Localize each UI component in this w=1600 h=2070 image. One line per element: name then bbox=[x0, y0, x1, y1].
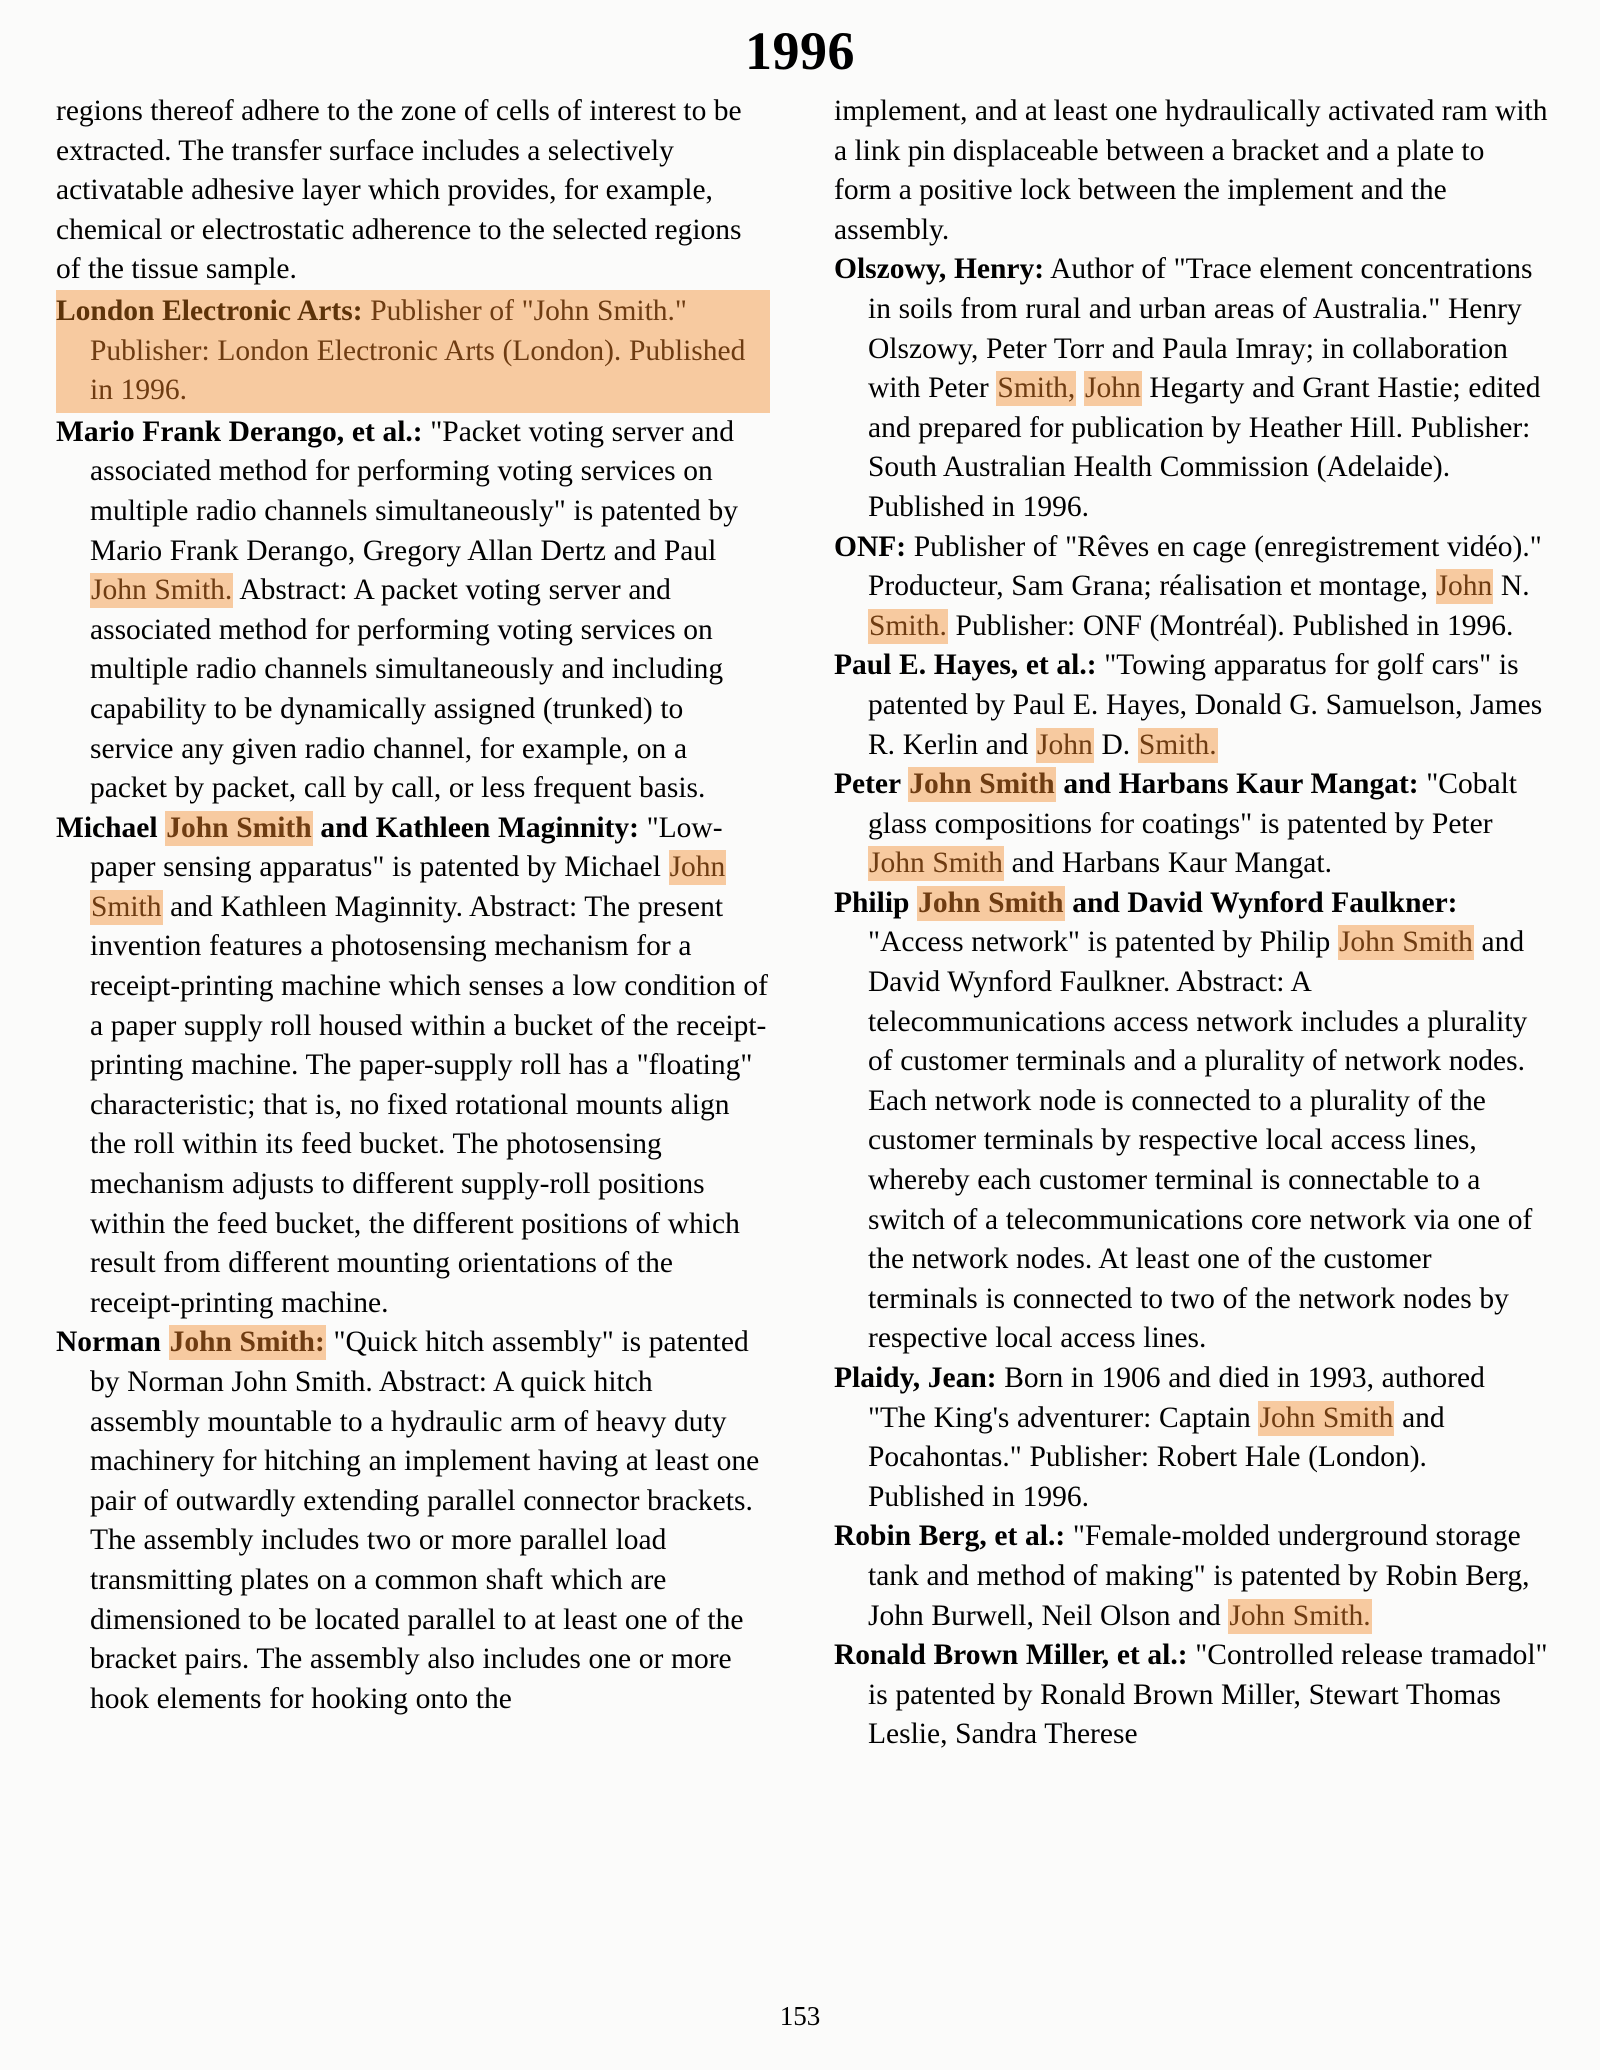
entry-onf bbox=[834, 528, 1548, 647]
entry-plaidy-jean bbox=[834, 1359, 1548, 1517]
entry-body-text: Publisher: ONF (Montréal). Published in 1996. bbox=[947, 609, 1514, 642]
entry-body-text: "Controlled release tramadol" is patented by Ronald Brown Miller, Stewart Thomas Leslie, Sandra Therese bbox=[868, 1639, 1548, 1751]
entry-body-text: and Pocahontas." Publisher: Robert Hale (London). Published in 1996. bbox=[868, 1401, 1445, 1513]
entry-lead-label: Mario Frank Derango, et al.: bbox=[56, 415, 423, 448]
left-column-continuation-paragraph: regions thereof adhere to the zone of cells of interest to be extracted. The transfer surface includes a selectively activatable adhesive layer which provides, for example, chemical or electrostatic adherence to the selected regions of the tissue sample. bbox=[56, 95, 742, 286]
entry-lead-label: Olszowy, Henry: bbox=[834, 253, 1045, 286]
entry-lead-label: Philip bbox=[834, 886, 918, 919]
entry-body-text: "Packet voting server and associated method for performing voting services on multiple radio channels simultaneously" is patented by Mario Frank Derango, Gregory Allan Dertz and Paul bbox=[90, 415, 738, 567]
left-column bbox=[56, 92, 770, 1719]
highlight-match: John bbox=[1084, 372, 1141, 405]
entry-mario-frank-derango bbox=[56, 413, 770, 809]
entry-body-text: and Harbans Kaur Mangat. bbox=[1003, 847, 1332, 880]
entry-body-text bbox=[1076, 372, 1084, 404]
entry-body-text: Abstract: A packet voting server and associated method for performing voting services on multiple radio channels simultaneously and including capability to be dynamically assigned (trunked) to service any given radio channel, for example, on a packet by packet, call by call, or less frequent basis. bbox=[90, 574, 724, 805]
highlight-match: John Smith bbox=[91, 851, 726, 923]
highlight-match: Smith, bbox=[997, 372, 1076, 405]
entry-body-text: Born in 1906 and died in 1993, authored "The King's adventurer: Captain bbox=[868, 1362, 1485, 1434]
entry-lead-label: London Electronic Arts: bbox=[56, 294, 363, 327]
entry-body-text: Hegarty and Grant Hastie; edited and prepared for publication by Heather Hill. Publisher: South Australian Health Commission (Adelaide). Published in 1996. bbox=[868, 372, 1541, 523]
entry-body-text: Author of "Trace element concentrations in soils from rural and urban areas of Australia." Henry Olszowy, Peter Torr and Paula Imray; in collaboration with Peter bbox=[868, 253, 1533, 405]
highlight-match: John Smith. bbox=[1229, 1599, 1371, 1632]
page-title: 1996 bbox=[745, 21, 855, 81]
entry-lead-label: Robin Berg, et al.: bbox=[834, 1520, 1066, 1553]
entry-body-text: Publisher of "John Smith." Publisher: London Electronic Arts (London). Published in 1996. bbox=[90, 294, 746, 407]
entry-body-text: "Low-paper sensing apparatus" is patented by Michael bbox=[90, 811, 723, 884]
highlight-match: John Smith bbox=[869, 847, 1003, 880]
entry-norman-john-smith bbox=[56, 1323, 770, 1719]
right-column bbox=[834, 92, 1548, 1755]
entry-body-text: "Cobalt glass compositions for coatings" is patented by Peter bbox=[868, 768, 1517, 840]
entry-ronald-brown-miller bbox=[834, 1636, 1548, 1755]
entry-body-text: and Kathleen Maginnity. Abstract: The present invention features a photosensing mechanism for a receipt-printing machine which senses a low condition of a paper supply roll housed within a bucket of the receipt-printing machine. The paper-supply roll has a "floating" characteristic; that is, no fixed rotational mounts align the roll within its feed bucket. The photosensing mechanism adjusts to different supply-roll positions within the feed bucket, the different positions of which result from different mounting orientations of the receipt-printing machine. bbox=[90, 890, 768, 1319]
highlight-match: John Smith bbox=[1259, 1401, 1394, 1434]
entry-body-text: "Access network" is patented by Philip bbox=[868, 926, 1338, 959]
highlight-match: John bbox=[1436, 570, 1493, 603]
entry-lead-label: Peter bbox=[834, 768, 909, 801]
highlight-match-lead: John Smith bbox=[918, 886, 1064, 919]
highlight-match: John Smith. bbox=[91, 574, 233, 607]
entry-michael-john-smith bbox=[56, 809, 770, 1324]
entry-philip-john-smith bbox=[834, 884, 1548, 1359]
entry-robin-berg bbox=[834, 1517, 1548, 1636]
entry-lead-label: Plaidy, Jean: bbox=[834, 1362, 997, 1394]
highlight-match: Smith. bbox=[1138, 728, 1217, 761]
entry-lead-label: and David Wynford Faulkner: bbox=[1064, 886, 1458, 919]
entry-lead-label: Paul E. Hayes, et al.: bbox=[834, 649, 1097, 682]
entry-lead-label: and Harbans Kaur Mangat: bbox=[1055, 768, 1419, 801]
entry-lead-label: and Kathleen Maginnity: bbox=[312, 811, 639, 844]
highlight-match: John bbox=[1037, 728, 1093, 761]
entry-lead-label: Michael bbox=[56, 811, 166, 844]
page-number: 153 bbox=[779, 2001, 821, 2031]
entry-paul-e-hayes bbox=[834, 646, 1548, 765]
entry-lead-label: Ronald Brown Miller, et al.: bbox=[834, 1639, 1188, 1672]
highlight-match-lead: John Smith bbox=[909, 768, 1055, 801]
highlight-match: Smith. bbox=[869, 609, 947, 642]
entry-body-text: Publisher of "Rêves en cage (enregistrement vidéo)." Producteur, Sam Grana; réalisation et montage, bbox=[868, 530, 1542, 603]
two-column-body bbox=[0, 92, 1600, 1755]
entry-body-text: "Female-molded underground storage tank and method of making" is patented by Robin Berg, John Burwell, Neil Olson and bbox=[868, 1520, 1530, 1632]
highlight-match: John Smith bbox=[1338, 926, 1473, 959]
highlight-match-lead: John Smith: bbox=[169, 1326, 325, 1359]
entry-body-text: "Towing apparatus for golf cars" is patented by Paul E. Hayes, Donald G. Samuelson, James R. Kerlin and bbox=[868, 649, 1543, 761]
right-column-continuation-paragraph: implement, and at least one hydraulically activated ram with a link pin displaceable between a bracket and a plate to form a positive lock between the implement and the assembly. bbox=[834, 95, 1548, 246]
entry-olszowy-henry bbox=[834, 250, 1548, 527]
entry-body-text: and David Wynford Faulkner. Abstract: A telecommunications access network includes a plurality of customer terminals and a plurality of network nodes. Each network node is connected to a plurality of the customer terminals by respective local access lines, whereby each customer terminal is connectable to a switch of a telecommunications core network via one of the network nodes. At least one of the customer terminals is connected to two of the network nodes by respective local access lines. bbox=[868, 926, 1533, 1355]
entry-lead-label: ONF: bbox=[834, 530, 907, 563]
entry-lead-label: Norman bbox=[56, 1326, 169, 1359]
entry-london-electronic-arts bbox=[56, 290, 770, 413]
entry-body-text: N. bbox=[1493, 570, 1530, 603]
entry-body-text: D. bbox=[1093, 728, 1138, 761]
highlight-match-lead: John Smith bbox=[166, 811, 312, 844]
entry-peter-john-smith bbox=[834, 765, 1548, 884]
entry-body-text: "Quick hitch assembly" is patented by Norman John Smith. Abstract: A quick hitch assembly mountable to a hydraulic arm of heavy duty machinery for hitching an implement having at least one pair of outwardly extending parallel connector brackets. The assembly includes two or more parallel load transmitting plates on a common shaft which are dimensioned to be located parallel to at least one of the bracket pairs. The assembly also includes one or more hook elements for hooking onto the bbox=[90, 1326, 760, 1715]
